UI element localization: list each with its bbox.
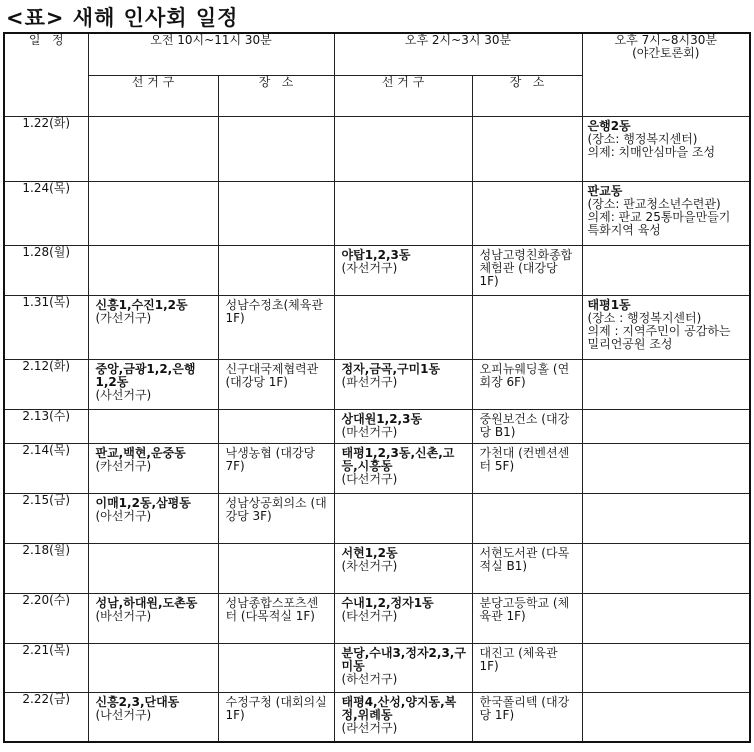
date-cell: 2.21(목) xyxy=(4,643,88,692)
table-row xyxy=(4,359,750,409)
header-row xyxy=(4,33,750,75)
evening-detail: 의제 : 지역주민이 공감하는 밀리언공원 조성 xyxy=(587,323,731,351)
pm-district-code: (다선거구) xyxy=(341,471,398,486)
am-place: 수정구청 (대회의실 1F) xyxy=(225,694,327,722)
am-district-code: (나선거구) xyxy=(95,707,152,722)
am-district-cell xyxy=(88,643,218,692)
evening-cell xyxy=(582,245,750,295)
header-afternoon: 오후 2시~3시 30분 xyxy=(334,33,582,75)
am-place: 성남상공회의소 (대강당 3F) xyxy=(225,495,327,523)
am-place-cell xyxy=(218,359,334,409)
pm-district-cell xyxy=(334,409,472,443)
am-place-cell xyxy=(218,181,334,245)
am-place-cell xyxy=(218,593,334,643)
am-district-cell xyxy=(88,593,218,643)
am-place: 신구대국제협력관 (대강당 1F) xyxy=(225,361,319,389)
pm-place: 한국폴리텍 (대강당 1F) xyxy=(479,694,570,722)
am-place: 낙생농협 (대강당 7F) xyxy=(225,445,316,473)
date-cell: 2.14(목) xyxy=(4,443,88,493)
evening-district-name: 은행2동 xyxy=(587,118,631,133)
pm-place-cell xyxy=(472,493,582,543)
am-place-cell xyxy=(218,116,334,181)
am-district-cell xyxy=(88,543,218,593)
am-district-cell xyxy=(88,295,218,359)
pm-place-cell xyxy=(472,443,582,493)
am-district-cell xyxy=(88,692,218,742)
table-row xyxy=(4,692,750,742)
pm-place: 가천대 (컨벤션센터 5F) xyxy=(479,445,570,473)
pm-district-name: 야탑1,2,3동 xyxy=(341,247,411,262)
evening-district-name: 판교동 xyxy=(587,183,623,198)
page-title: <표> 새해 인사회 일정 xyxy=(6,6,239,30)
pm-place: 중원보건소 (대강당 B1) xyxy=(479,411,570,439)
am-district-cell xyxy=(88,245,218,295)
pm-district-cell xyxy=(334,245,472,295)
am-district-code: (바선거구) xyxy=(95,608,152,623)
pm-place-cell xyxy=(472,116,582,181)
date-cell: 2.15(금) xyxy=(4,493,88,543)
am-place: 성남종합스포츠센터 (다목적실 1F) xyxy=(225,595,319,623)
evening-cell xyxy=(582,443,750,493)
pm-district-code: (라선거구) xyxy=(341,720,398,735)
evening-cell xyxy=(582,543,750,593)
evening-cell xyxy=(582,593,750,643)
header-evening xyxy=(582,33,750,116)
pm-place: 오피뉴웨딩홀 (연회장 6F) xyxy=(479,361,570,389)
pm-district-name: 정자,금곡,구미1동 xyxy=(341,361,441,376)
date-cell: 2.20(수) xyxy=(4,593,88,643)
pm-place-cell xyxy=(472,181,582,245)
pm-district-name: 수내1,2,정자1동 xyxy=(341,595,434,610)
am-place-cell xyxy=(218,245,334,295)
pm-district-code: (자선거구) xyxy=(341,260,398,275)
am-district-cell xyxy=(88,409,218,443)
pm-district-cell xyxy=(334,543,472,593)
am-district-name: 판교,백현,운중동 xyxy=(95,445,186,460)
header-am-place: 장 소 xyxy=(218,75,334,116)
table-row xyxy=(4,295,750,359)
pm-place-cell xyxy=(472,692,582,742)
pm-district-code: (차선거구) xyxy=(341,558,398,573)
am-district-name: 이매1,2동,삼평동 xyxy=(95,495,191,510)
pm-district-name: 분당,수내3,정자2,3,구미동 xyxy=(341,645,466,673)
date-cell: 1.24(목) xyxy=(4,181,88,245)
pm-place-cell xyxy=(472,543,582,593)
evening-cell xyxy=(582,295,750,359)
evening-district-name: 태평1동 xyxy=(587,297,631,312)
schedule-table xyxy=(3,32,751,743)
am-place-cell xyxy=(218,443,334,493)
pm-district-cell xyxy=(334,643,472,692)
date-cell: 1.22(화) xyxy=(4,116,88,181)
pm-district-code: (파선거구) xyxy=(341,374,398,389)
pm-district-code: (마선거구) xyxy=(341,424,398,439)
table-row xyxy=(4,409,750,443)
header-morning: 오전 10시~11시 30분 xyxy=(88,33,334,75)
date-cell: 1.31(목) xyxy=(4,295,88,359)
table-row xyxy=(4,116,750,181)
pm-district-cell xyxy=(334,359,472,409)
am-district-cell xyxy=(88,443,218,493)
pm-district-cell xyxy=(334,181,472,245)
evening-cell xyxy=(582,116,750,181)
date-cell: 2.13(수) xyxy=(4,409,88,443)
am-district-code: (가선거구) xyxy=(95,310,152,325)
pm-district-name: 서현1,2동 xyxy=(341,545,398,560)
pm-district-cell xyxy=(334,443,472,493)
header-pm-district: 선 거 구 xyxy=(334,75,472,116)
pm-place: 분당고등학교 (체육관 1F) xyxy=(479,595,570,623)
pm-place-cell xyxy=(472,295,582,359)
pm-district-name: 태평4,산성,양지동,복정,위례동 xyxy=(341,694,457,722)
pm-place: 서현도서관 (다목적실 B1) xyxy=(479,545,570,573)
header-evening-note: (야간토론회) xyxy=(632,46,700,60)
table-row xyxy=(4,245,750,295)
am-district-cell xyxy=(88,359,218,409)
pm-place: 성남고령친화종합체험관 (대강당 1F) xyxy=(479,247,573,288)
am-district-code: (아선거구) xyxy=(95,508,152,523)
date-cell: 2.18(월) xyxy=(4,543,88,593)
am-district-name: 신흥1,수진1,2동 xyxy=(95,297,188,312)
evening-detail: 의제: 치매안심마을 조성 xyxy=(587,144,716,159)
table-row xyxy=(4,443,750,493)
evening-cell xyxy=(582,359,750,409)
am-place-cell xyxy=(218,543,334,593)
table-row xyxy=(4,593,750,643)
pm-place: 대진고 (체육관 1F) xyxy=(479,645,558,673)
pm-district-cell xyxy=(334,692,472,742)
header-evening-time: 오후 7시~8시30분 xyxy=(614,33,717,47)
am-place-cell xyxy=(218,643,334,692)
am-district-name: 중앙,금광1,2,은행1,2동 xyxy=(95,361,196,389)
am-place-cell xyxy=(218,493,334,543)
table-row xyxy=(4,493,750,543)
am-district-cell xyxy=(88,493,218,543)
am-place: 성남수정초(체육관 1F) xyxy=(225,297,323,325)
pm-place-cell xyxy=(472,359,582,409)
date-cell: 2.12(화) xyxy=(4,359,88,409)
pm-district-cell xyxy=(334,493,472,543)
evening-cell xyxy=(582,493,750,543)
header-am-district: 선 거 구 xyxy=(88,75,218,116)
evening-cell xyxy=(582,409,750,443)
table-row xyxy=(4,643,750,692)
evening-detail: (장소: 행정복지센터) xyxy=(587,131,698,146)
am-district-name: 성남,하대원,도촌동 xyxy=(95,595,198,610)
pm-district-name: 태평1,2,3동,신촌,고등,시흥동 xyxy=(341,445,455,473)
pm-place-cell xyxy=(472,593,582,643)
date-cell: 2.22(금) xyxy=(4,692,88,742)
am-district-name: 신흥2,3,단대동 xyxy=(95,694,180,709)
pm-district-code: (하선거구) xyxy=(341,671,398,686)
evening-cell xyxy=(582,643,750,692)
pm-district-name: 상대원1,2,3동 xyxy=(341,411,423,426)
pm-district-cell xyxy=(334,116,472,181)
pm-place-cell xyxy=(472,409,582,443)
am-district-code: (카선거구) xyxy=(95,458,152,473)
table-row xyxy=(4,181,750,245)
header-pm-place: 장 소 xyxy=(472,75,582,116)
pm-district-code: (타선거구) xyxy=(341,608,398,623)
evening-detail: 의제: 판교 25통마을만들기 특화지역 육성 xyxy=(587,209,731,237)
schedule-body xyxy=(4,116,750,742)
am-place-cell xyxy=(218,692,334,742)
am-district-code: (사선거구) xyxy=(95,387,152,402)
am-district-cell xyxy=(88,116,218,181)
date-cell: 1.28(월) xyxy=(4,245,88,295)
am-place-cell xyxy=(218,295,334,359)
evening-detail: (장소 : 행정복지센터) xyxy=(587,310,702,325)
evening-cell xyxy=(582,181,750,245)
pm-place-cell xyxy=(472,643,582,692)
evening-cell xyxy=(582,692,750,742)
pm-place-cell xyxy=(472,245,582,295)
am-district-cell xyxy=(88,181,218,245)
table-row xyxy=(4,543,750,593)
pm-district-cell xyxy=(334,593,472,643)
evening-detail: (장소: 판교청소년수련관) xyxy=(587,196,721,211)
header-schedule: 일 정 xyxy=(4,33,88,116)
pm-district-cell xyxy=(334,295,472,359)
am-place-cell xyxy=(218,409,334,443)
